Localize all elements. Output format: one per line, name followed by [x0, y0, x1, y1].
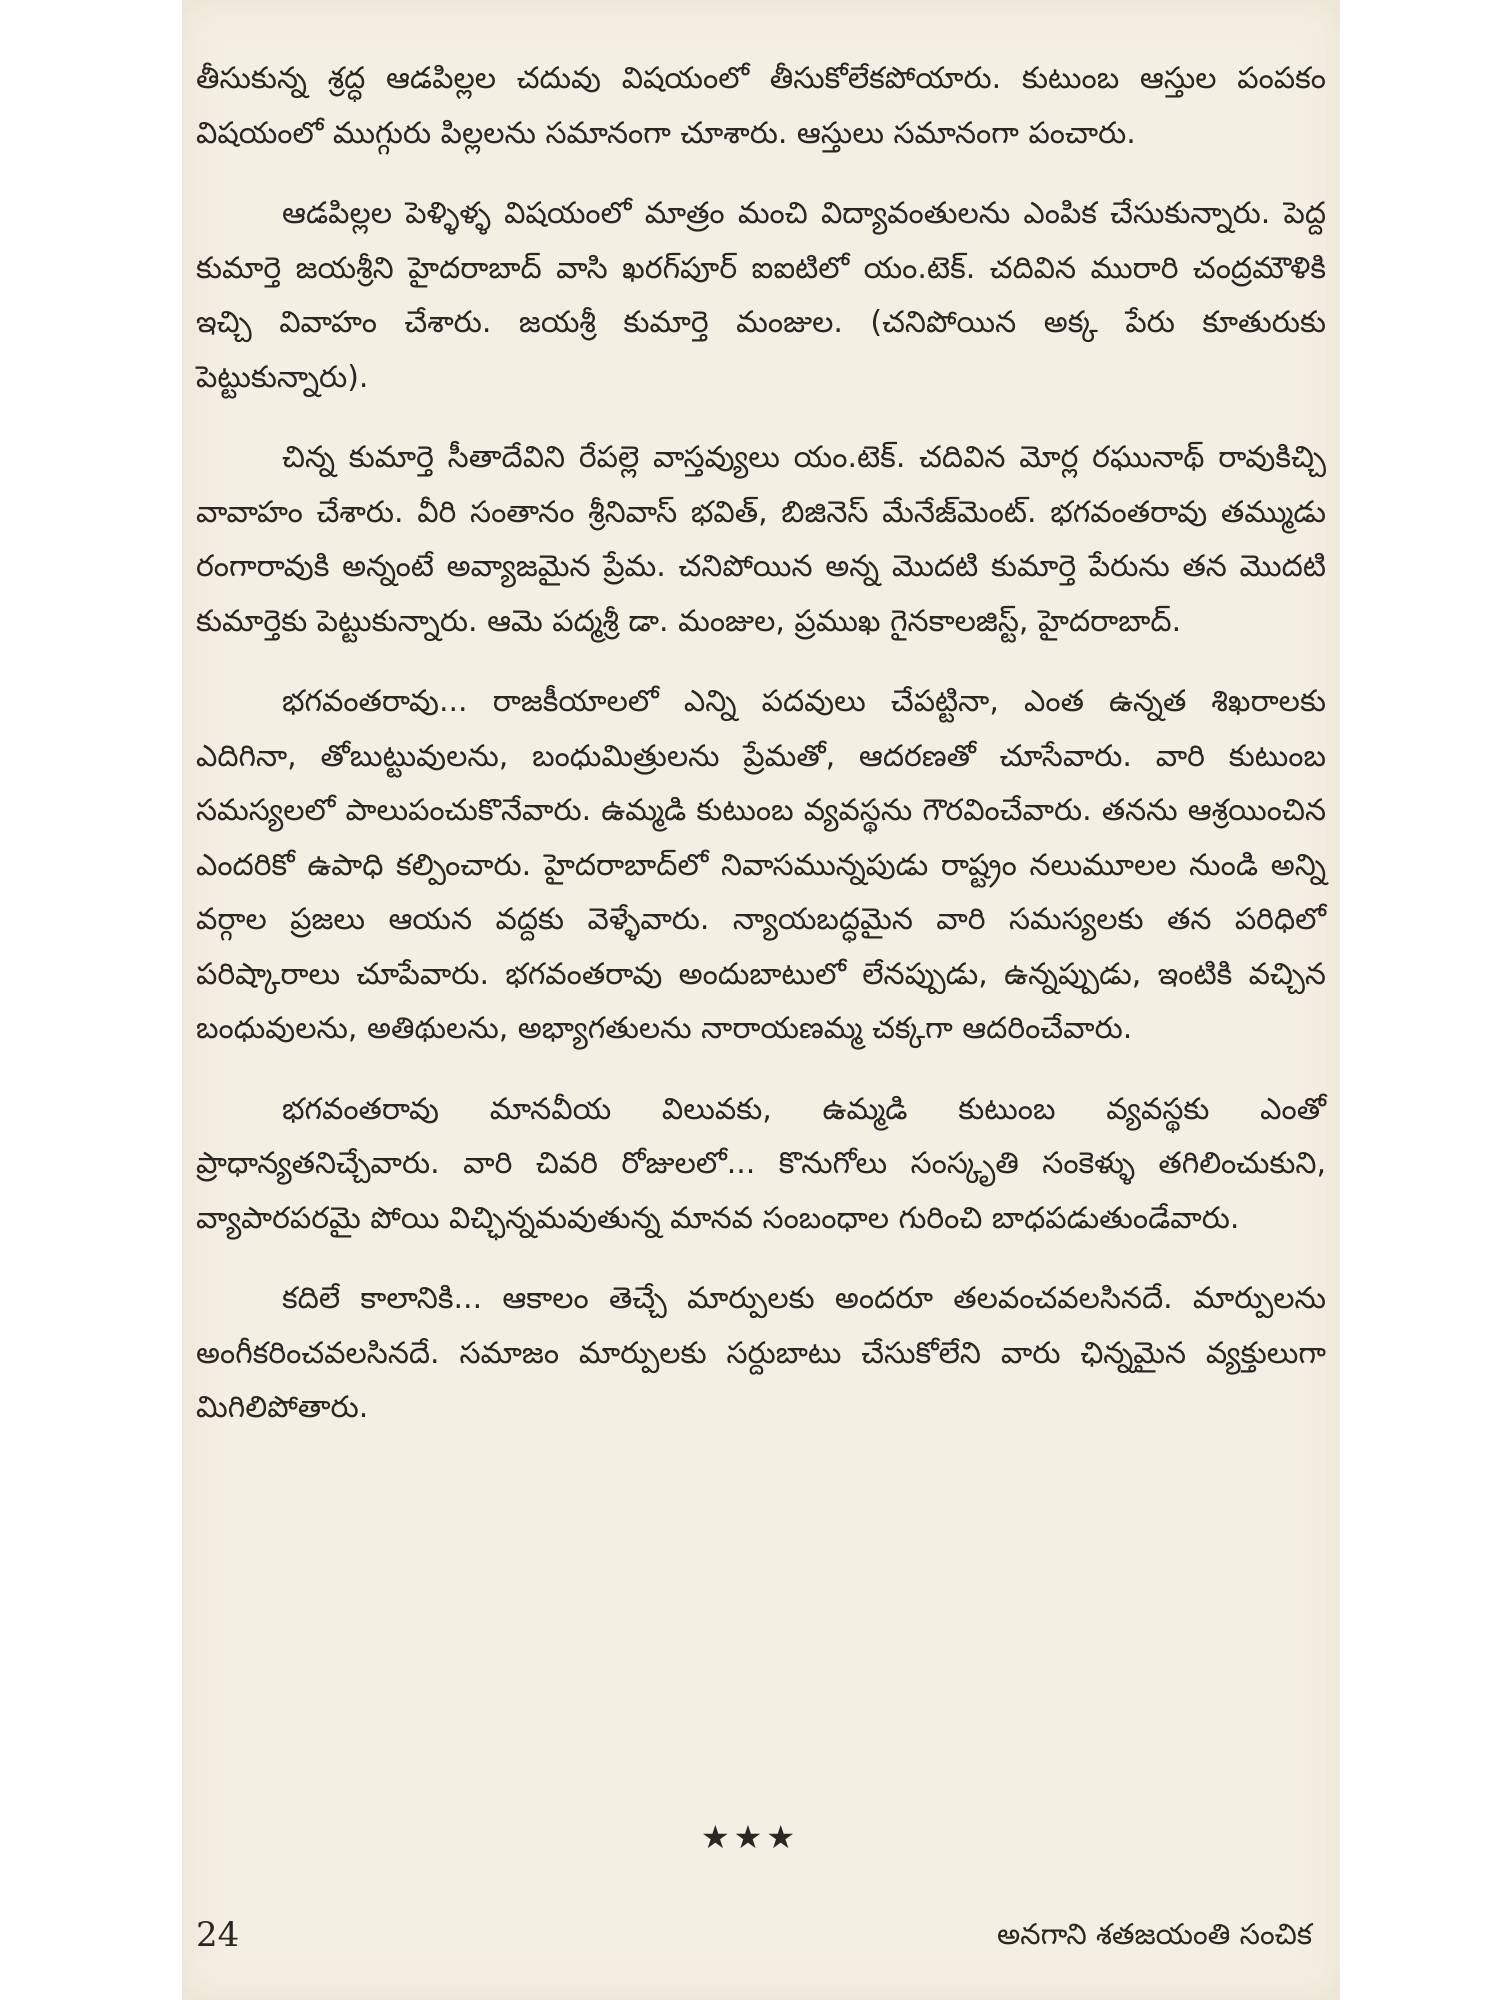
section-separator: ★★★ [700, 1818, 800, 1856]
running-title: అనగాని శతజయంతి సంచిక [997, 1917, 1312, 1951]
paragraph: ఆడపిల్లల పెళ్ళిళ్ళ విషయంలో మాత్రం మంచి విద్యావంతులను ఎంపిక చేసుకున్నారు. పెద్ద కుమార్తె జయశ్రీని హైదరాబాద్ వాసి ఖరగ్‌పూర్ ఐఐటిలో యం.టెక్. చదివిన మురారి చంద్రమౌళికి ఇచ్చి వివాహం చేశారు. జయశ్రీ కుమార్తె మంజుల. (చనిపోయిన అక్క పేరు కూతురుకు పెట్టుకున్నారు). [196, 196, 1326, 395]
paragraph: కదిలే కాలానికి... ఆకాలం తెచ్చే మార్పులకు అందరూ తలవంచవలసినదే. మార్పులను అంగీకరించవలసినదే. సమాజం మార్పులకు సర్దుబాటు చేసుకోలేని వారు ఛిన్నమైన వ్యక్తులుగా మిగిలిపోతారు. [196, 1281, 1326, 1425]
paragraph: తీసుకున్న శ్రద్ధ ఆడపిల్లల చదువు విషయంలో తీసుకోలేకపోయారు. కుటుంబ ఆస్తుల పంపకం విషయంలో ముగ్గురు పిల్లలను సమానంగా చూశారు. ఆస్తులు సమానంగా పంచారు. [196, 61, 1326, 151]
paragraph: భగవంతరావు... రాజకీయాలలో ఎన్ని పదవులు చేపట్టినా, ఎంత ఉన్నత శిఖరాలకు ఎదిగినా, తోబుట్టువులను, బంధుమిత్రులను ప్రేమతో, ఆదరణతో చూసేవారు. వారి కుటుంబ సమస్యలలో పాలుపంచుకొనేవారు. ఉమ్మడి కుటుంబ వ్యవస్థను గౌరవించేవారు. తనను ఆశ్రయించిన ఎందరికో ఉపాధి కల్పించారు. హైదరాబాద్‌లో నివాసమున్నపుడు రాష్ట్రం నలుమూలల నుండి అన్ని వర్గాల ప్రజలు ఆయన వద్దకు వెళ్ళేవారు. న్యాయబద్ధమైన వారి సమస్యలకు తన పరిధిలో పరిష్కారాలు చూపేవారు. భగవంతరావు అందుబాటులో లేనప్పుడు, ఉన్నప్పుడు, ఇంటికి వచ్చిన బంధువులను, అతిథులను, అభ్యాగతులను నారాయణమ్మ చక్కగా ఆదరించేవారు. [196, 684, 1326, 1046]
body-text [196, 52, 1326, 1462]
page-number: 24 [196, 1915, 240, 1955]
paragraph: చిన్న కుమార్తె సీతాదేవిని రేపల్లె వాస్తవ్యులు యం.టెక్. చదివిన మోర్ల రఘునాథ్ రావుకిచ్చి వావాహం చేశారు. వీరి సంతానం శ్రీనివాస్ భవిత్, బిజినెస్ మేనేజ్‌మెంట్. భగవంతరావు తమ్ముడు రంగారావుకి అన్నంటే అవ్యాజమైన ప్రేమ. చనిపోయిన అన్న మొదటి కుమార్తె పేరును తన మొదటి కుమార్తెకు పెట్టుకున్నారు. ఆమె పద్మశ్రీ డా. మంజుల, ప్రముఖ గైనకాలజిస్ట్, హైదరాబాద్. [196, 440, 1326, 639]
page-footer [196, 1915, 1312, 1965]
paragraph: భగవంతరావు మానవీయ విలువకు, ఉమ్మడి కుటుంబ వ్యవస్థకు ఎంతో ప్రాధాన్యతనిచ్చేవారు. వారి చివరి రోజులలో... కొనుగోలు సంస్కృతి సంకెళ్ళు తగిలించుకుని, వ్యాపారపరమై పోయి విచ్ఛిన్నమవుతున్న మానవ సంబంధాల గురించి బాధపడుతుండేవారు. [196, 1091, 1326, 1236]
